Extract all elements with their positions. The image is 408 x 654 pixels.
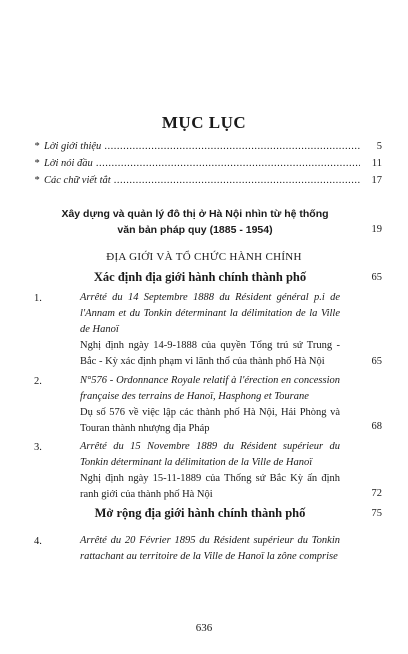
item-4-french[interactable]: Arrêté du 20 Février 1895 du Résident supérieur du Tonkin rattachant au territoire de la Ville de Hanoï la zône comprise (80, 535, 340, 562)
item-number: 2. (34, 376, 42, 387)
part-heading-line1: Xây dựng và quản lý đô thị ở Hà Nội nhìn từ hệ thống (61, 208, 329, 220)
part-page-number: 19 (371, 224, 382, 235)
page-footer-number: 636 (195, 622, 213, 634)
subsection-page-number-2: 75 (371, 508, 382, 519)
item-number: 4. (34, 536, 42, 547)
item-3-page: 72 (371, 488, 382, 499)
toc-entry-label: Lời nói đầu ..... (44, 157, 360, 170)
item-3-french[interactable]: Arrêté du 15 Novembre 1889 du Résident supérieur du Tonkin déterminant la délimitation de la Ville de Hanoï (80, 441, 340, 468)
item-3-vietnamese[interactable]: Nghị định ngày 15-11-1889 của Thống sứ Bắc Kỳ ấn định ranh giới của thành phố Hà Nội (80, 473, 340, 500)
section-heading: ĐỊA GIỚI VÀ TỔ CHỨC HÀNH CHÍNH (106, 251, 302, 263)
bullet-star: * (34, 141, 40, 152)
item-1-vietnamese[interactable]: Nghị định ngày 14-9-1888 của quyền Tổng trú sứ Trung - Bắc - Kỳ xác định phạm vi lãnh thổ của thành phố Hà Nội (80, 340, 340, 367)
bullet-star: * (34, 158, 40, 169)
item-2-french[interactable]: N°576 - Ordonnance Royale relatif à l'érection en concession française des terrains de Hanoï, Hasphong et Tourane (80, 375, 340, 402)
item-number: 3. (34, 442, 42, 453)
item-2-vietnamese[interactable]: Dụ số 576 về việc lập các thành phố Hà Nội, Hải Phòng và Touran thành nhượng địa Pháp (80, 407, 340, 434)
toc-entry-label: Lời giới thiệu ..... (44, 140, 360, 153)
item-1-page: 65 (371, 356, 382, 367)
item-1-french[interactable]: Arrêté du 14 Septembre 1888 du Résident général p.i de l'Annam et du Tonkin déterminant la délimitation de la Ville de Hanoï (80, 292, 340, 335)
toc-page-number: 11 (371, 158, 382, 169)
subsection-heading-1[interactable]: Xác định địa giới hành chính thành phố (93, 270, 307, 284)
part-heading[interactable] (60, 206, 330, 238)
item-number: 1. (34, 293, 42, 304)
subsection-heading-2[interactable]: Mở rộng địa giới hành chính thành phố (94, 506, 306, 520)
bullet-star: * (34, 175, 40, 186)
toc-entry-label: Các chữ viết tắt ..... (44, 174, 360, 187)
item-2-page: 68 (371, 421, 382, 432)
toc-page-number: 5 (376, 141, 382, 152)
page-title: MỤC LỤC (161, 113, 247, 132)
part-heading-line2: văn bản pháp quy (1885 - 1954) (117, 224, 273, 236)
toc-page-number: 17 (371, 175, 382, 186)
subsection-page-number-1: 65 (371, 272, 382, 283)
